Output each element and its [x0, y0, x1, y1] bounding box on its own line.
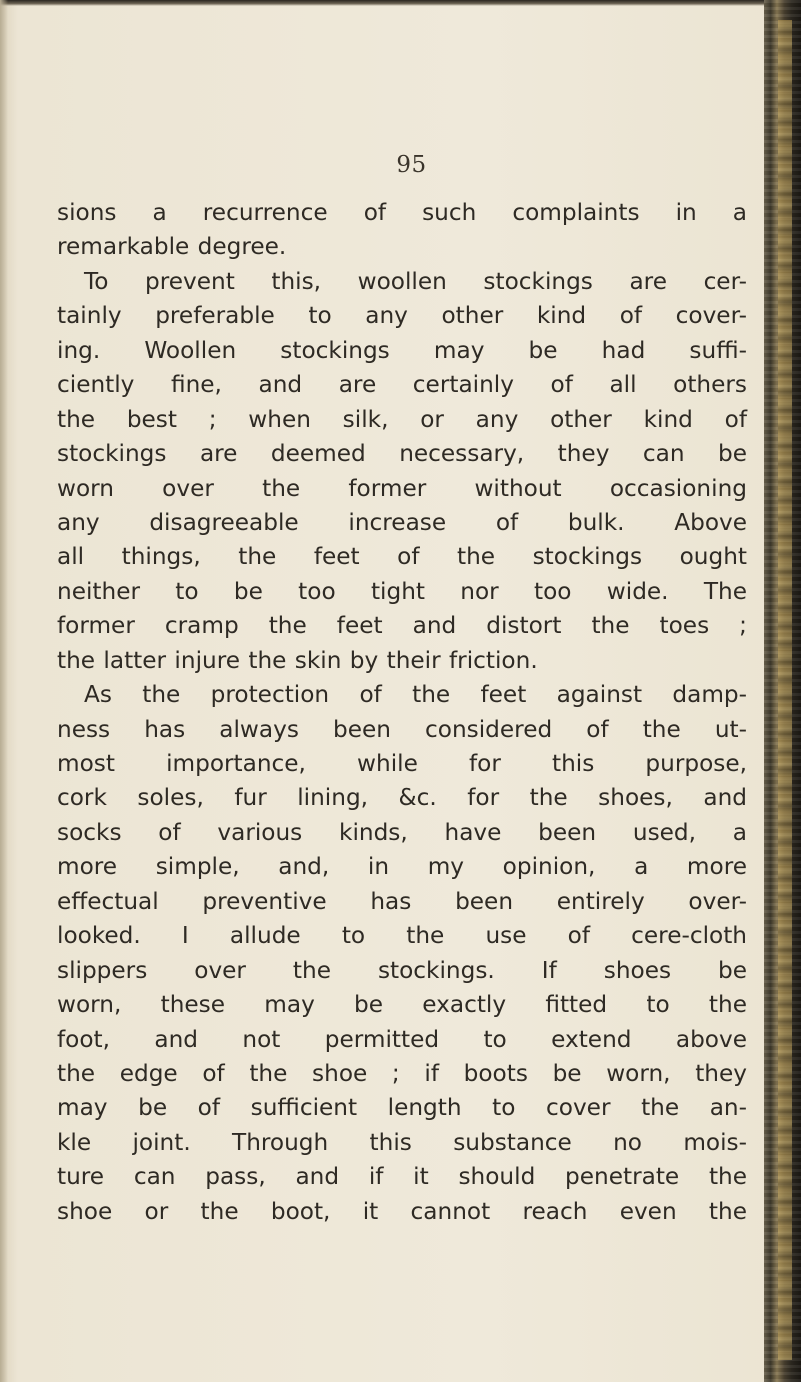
- text-line: ciently fine, and are certainly of all others: [57, 371, 747, 399]
- text-line: cork soles, fur lining, &c. for the shoes, and: [57, 784, 747, 812]
- page-number: 95: [396, 152, 427, 178]
- text-line: the edge of the shoe ; if boots be worn, they: [57, 1059, 747, 1087]
- text-line: foot, and not permitted to extend above: [57, 1025, 747, 1053]
- page-top-edge: [0, 0, 801, 6]
- text-line: slippers over the stockings. If shoes be: [57, 956, 747, 984]
- text-line: worn over the former without occasioning: [57, 474, 747, 502]
- text-line: socks of various kinds, have been used, a: [57, 818, 747, 846]
- text-line: worn, these may be exactly fitted to the: [57, 991, 747, 1019]
- text-line: As the protection of the feet against damp-: [84, 681, 747, 709]
- text-line: the latter injure the skin by their friction.: [57, 646, 538, 674]
- text-line: ness has always been considered of the ut-: [57, 715, 747, 743]
- text-line: shoe or the boot, it cannot reach even the: [57, 1197, 747, 1225]
- spine-gilding: [778, 20, 792, 1360]
- text-line: ture can pass, and if it should penetrate the: [57, 1163, 747, 1191]
- text-line: remarkable degree.: [57, 233, 287, 261]
- text-line: To prevent this, woollen stockings are cer-: [84, 267, 747, 295]
- text-line: more simple, and, in my opinion, a more: [57, 853, 747, 881]
- text-line: ing. Woollen stockings may be had suffi-: [57, 336, 747, 364]
- text-line: tainly preferable to any other kind of cover-: [57, 302, 747, 330]
- text-line: kle joint. Through this substance no mois-: [57, 1128, 747, 1156]
- body-text: [57, 196, 747, 1229]
- text-line: stockings are deemed necessary, they can be: [57, 440, 747, 468]
- page-left-edge: [0, 0, 8, 1382]
- text-line: former cramp the feet and distort the toes ;: [57, 612, 747, 640]
- text-line: all things, the feet of the stockings ought: [57, 543, 747, 571]
- text-line: may be of sufficient length to cover the an-: [57, 1094, 747, 1122]
- text-line: neither to be too tight nor too wide. The: [57, 577, 747, 605]
- text-line: effectual preventive has been entirely over-: [57, 887, 747, 915]
- text-line: looked. I allude to the use of cere-cloth: [57, 922, 747, 950]
- text-line: the best ; when silk, or any other kind of: [57, 405, 747, 433]
- text-line: most importance, while for this purpose,: [57, 750, 747, 777]
- text-line: any disagreeable increase of bulk. Above: [57, 508, 747, 536]
- text-line: sions a recurrence of such complaints in a: [57, 199, 747, 226]
